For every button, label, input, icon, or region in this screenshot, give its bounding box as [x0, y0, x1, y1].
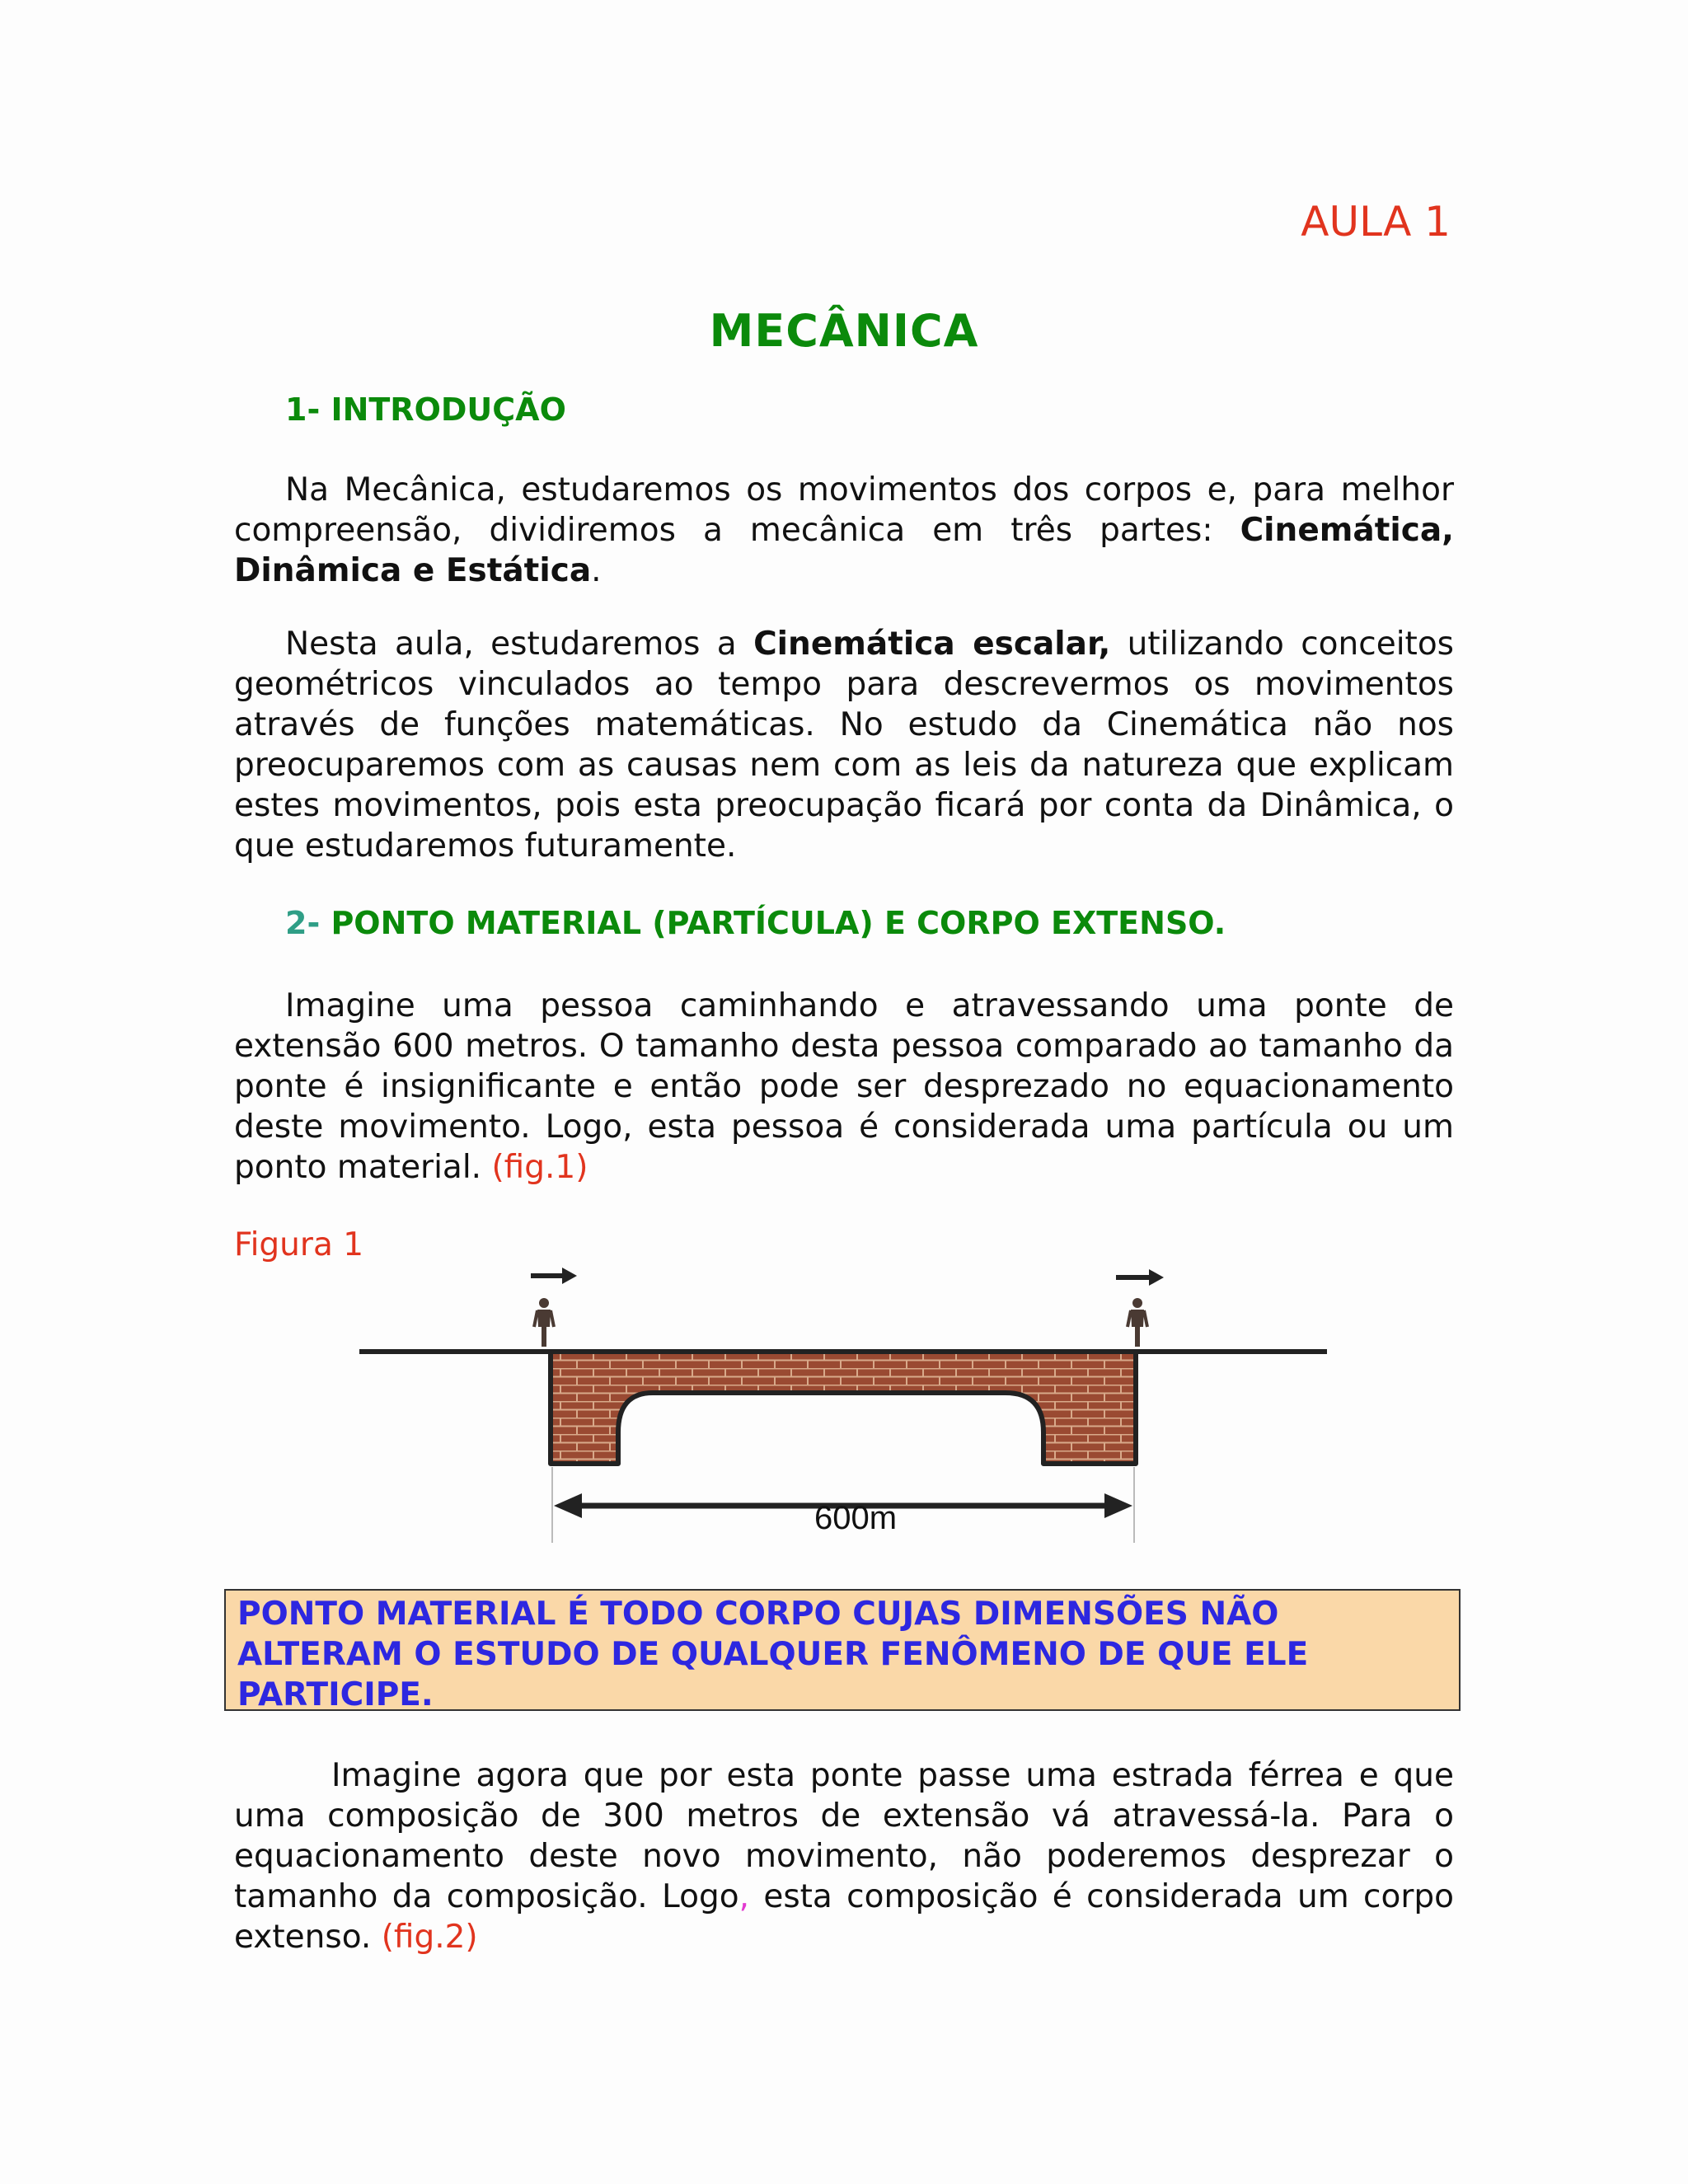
- motion-arrow-icon: [1116, 1269, 1164, 1286]
- intro-paragraph-1: Na Mecânica, estudaremos os movimentos dos corpos e, para melhor compreensão, dividiremos a mecânica em três partes: Cinemática, Dinâmica e Estática.: [234, 471, 1454, 589]
- figure-label: Figura 1: [234, 1226, 364, 1263]
- intro-bold-parts: Cinemática, Dinâmica e Estática: [234, 512, 1454, 589]
- page-title: MECÂNICA: [709, 305, 979, 357]
- person-icon: [534, 1298, 554, 1347]
- fig2-reference: (fig.2): [381, 1919, 478, 1956]
- material-point-paragraph: Imagine uma pessoa caminhando e atravessando uma ponte de extensão 600 metros. O tamanho desta pessoa comparado ao tamanho da ponte é insignificante e então pode ser desprezado no equacionamento deste movimento. Logo, esta pessoa é considerada uma partícula ou um ponto material. (fig.1): [234, 987, 1454, 1186]
- bridge-figure: [346, 1236, 1352, 1558]
- fig1-reference: (fig.1): [491, 1149, 588, 1186]
- lesson-number: AULA 1: [1301, 198, 1451, 246]
- extended-body-paragraph: Imagine agora que por esta ponte passe uma estrada férrea e que uma composição de 300 metros de extensão vá atravessá-la. Para o equacionamento deste novo movimento, não poderemos desprezar o tamanho da composição. Logo, esta composição é considerada um corpo extenso. (fig.2): [234, 1757, 1454, 1956]
- section-heading-introduction: 1- INTRODUÇÃO: [285, 391, 566, 428]
- intro-bold-kinematics: Cinemática escalar,: [753, 626, 1111, 663]
- person-icon: [1128, 1298, 1147, 1347]
- bridge-length-label: 600m: [814, 1500, 898, 1536]
- bridge-arch: [551, 1352, 1136, 1464]
- intro-paragraph-2: Nesta aula, estudaremos a Cinemática escalar, utilizando conceitos geométricos vinculados ao tempo para descrevermos os movimentos através de funções matemáticas. No estudo da Cinemática não nos preocuparemos com as causas nem com as leis da natureza que explicam estes movimentos, pois esta preocupação ficará por conta da Dinâmica, o que estudaremos futuramente.: [234, 626, 1455, 865]
- material-point-definition-box: PONTO MATERIAL É TODO CORPO CUJAS DIMENSÕES NÃO ALTERAM O ESTUDO DE QUALQUER FENÔMENO DE QUE ELE PARTICIPE.: [224, 1589, 1461, 1711]
- section-heading-material-point: 2- PONTO MATERIAL (PARTÍCULA) E CORPO EXTENSO.: [285, 905, 1226, 941]
- motion-arrow-icon: [531, 1268, 577, 1284]
